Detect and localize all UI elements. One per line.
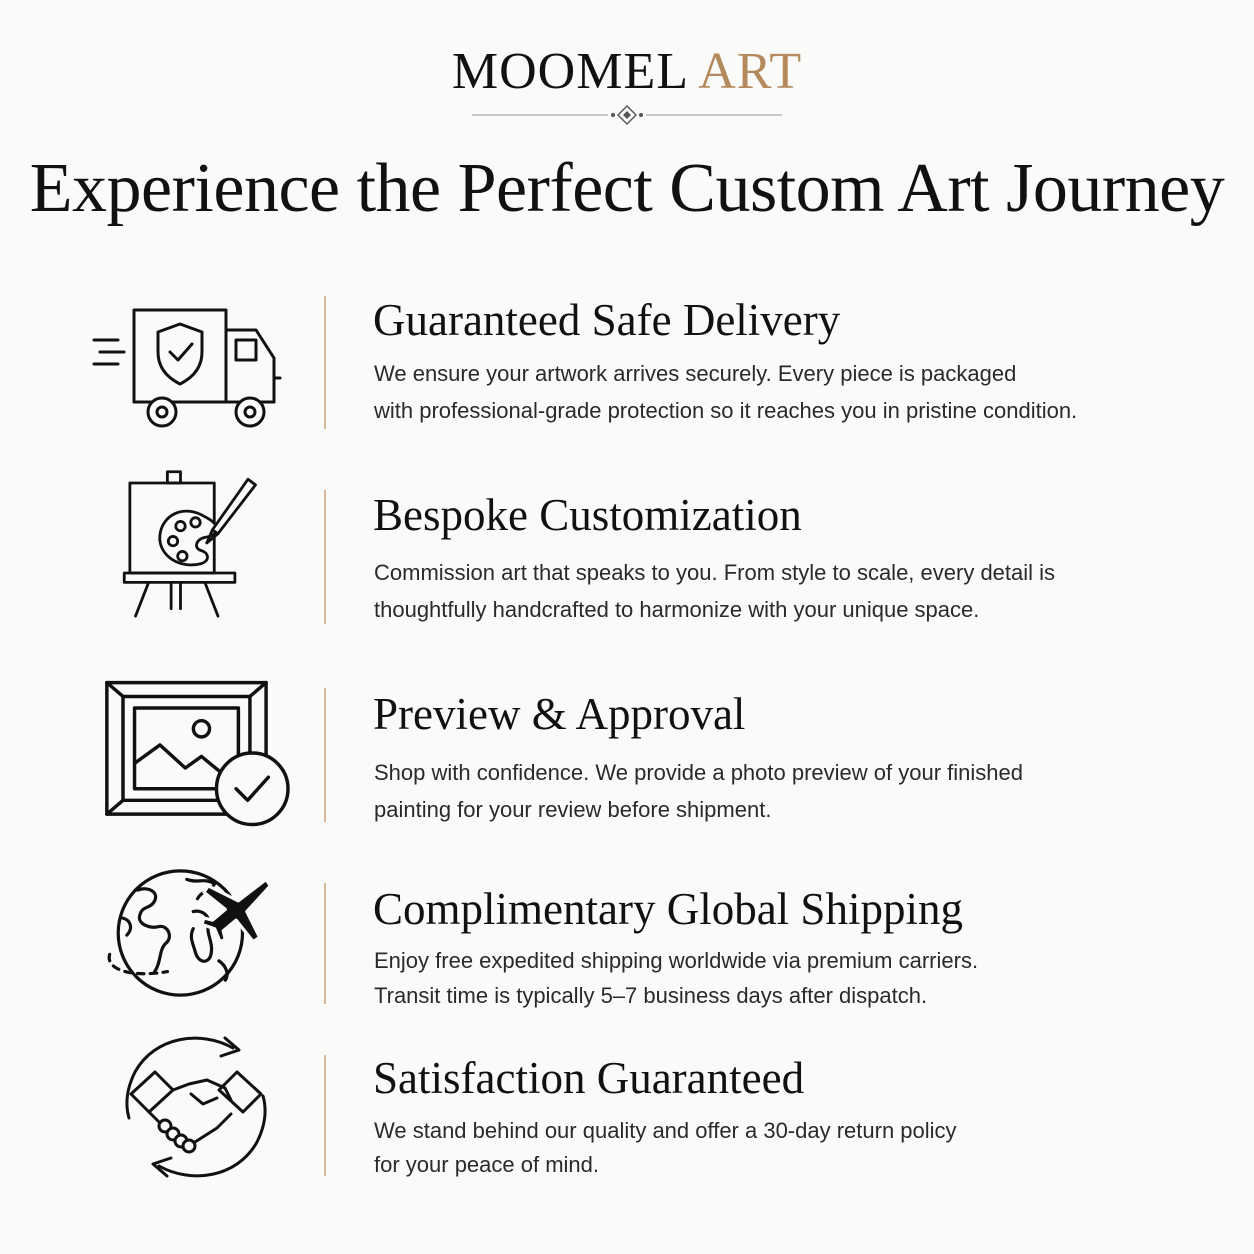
feature-description: We ensure your artwork arrives securely. Every piece is packaged with professional-grade protection so it reaches you in pristine condition. <box>374 361 1078 423</box>
feature-title: Complimentary Global Shipping <box>373 884 963 934</box>
feature-title: Guaranteed Safe Delivery <box>373 295 841 345</box>
ornament-divider-icon <box>470 104 784 126</box>
feature-description: Enjoy free expedited shipping worldwide via premium carriers. Transit time is typically 5–7 business days after dispatch. <box>374 948 979 1008</box>
delivery-truck-shield-icon <box>88 300 288 450</box>
globe-airplane-icon <box>90 858 290 1008</box>
feature-description: We stand behind our quality and offer a 30-day return policy for your peace of mind. <box>374 1118 957 1177</box>
feature-description: Commission art that speaks to you. From style to scale, every detail is thoughtfully handcrafted to harmonize with your unique space. <box>374 560 1056 622</box>
brand-name-part1: MOOMEL <box>451 43 688 100</box>
section-divider <box>324 296 326 429</box>
feature-title: Bespoke Customization <box>373 490 802 540</box>
section-divider <box>324 1055 326 1176</box>
handshake-cycle-icon <box>96 1032 296 1182</box>
brand-name-part2: ART <box>698 43 803 100</box>
feature-title: Satisfaction Guaranteed <box>373 1053 805 1103</box>
framed-picture-check-icon <box>98 678 298 828</box>
brand-logo <box>0 42 1254 102</box>
page-headline: Experience the Perfect Custom Art Journey <box>29 150 1225 227</box>
feature-title: Preview & Approval <box>373 689 746 739</box>
section-divider <box>324 883 326 1004</box>
easel-palette-icon <box>88 468 288 618</box>
section-divider <box>324 688 326 822</box>
section-divider <box>324 490 326 624</box>
feature-description: Shop with confidence. We provide a photo preview of your finished painting for your review before shipment. <box>374 760 1023 822</box>
